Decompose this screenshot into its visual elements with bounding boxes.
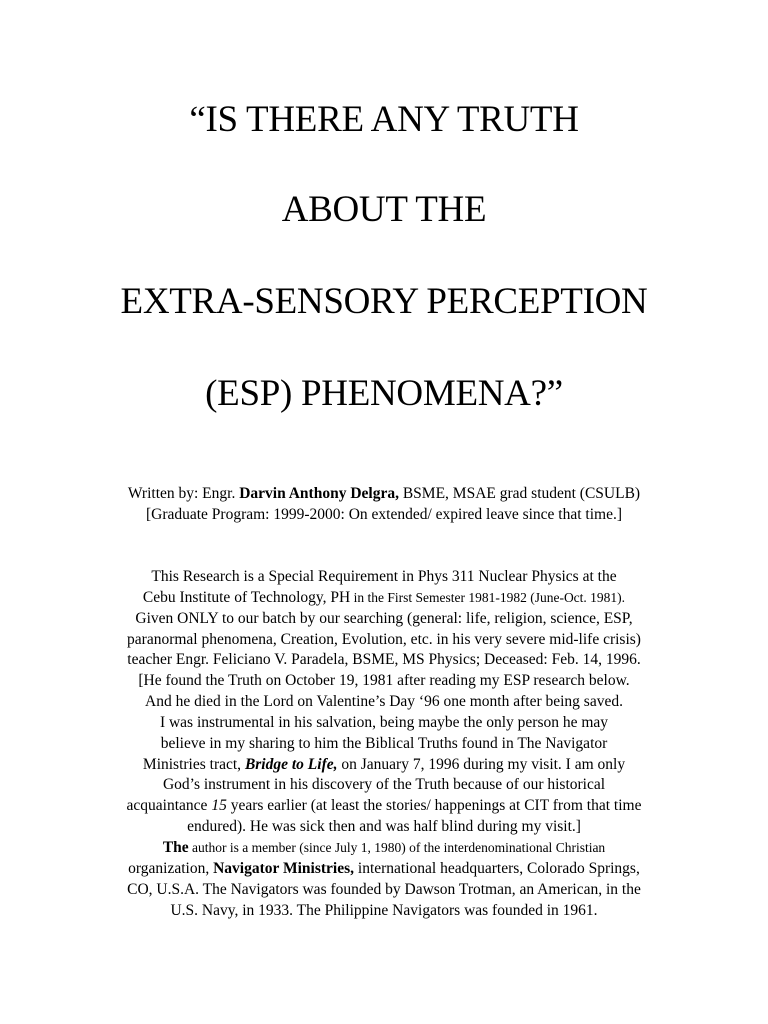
body-line: This Research is a Special Requirement in Phys 311 Nuclear Physics at the bbox=[151, 568, 617, 585]
title-line-3: EXTRA-SENSORY PERCEPTION bbox=[120, 281, 648, 322]
body-line: U.S. Navy, in 1933. The Philippine Navigators was founded in 1961. bbox=[170, 901, 598, 919]
title-line-1: “IS THERE ANY TRUTH bbox=[189, 99, 579, 140]
body-line: Given ONLY to our batch by our searching (general: life, religion, science, ESP, bbox=[135, 609, 633, 627]
body-text-span: The bbox=[162, 838, 189, 856]
body-line: [He found the Truth on October 19, 1981 after reading my ESP research below. bbox=[138, 672, 630, 690]
body-line bbox=[60, 588, 708, 609]
byline-line-2: [Graduate Program: 1999-2000: On extended/ expired leave since that time.] bbox=[145, 506, 623, 523]
title-line-4: (ESP) PHENOMENA?” bbox=[205, 373, 563, 414]
body-text-span: acquaintance bbox=[126, 797, 212, 815]
body-line bbox=[60, 755, 708, 776]
body-line bbox=[60, 859, 708, 880]
semester-text: in the First Semester 1981-1982 (June-Oct. 1981). bbox=[350, 589, 626, 605]
body-line: I was instrumental in his salvation, being maybe the only person he may bbox=[159, 713, 609, 731]
body-line: God’s instrument in his discovery of the Truth because of our historical bbox=[162, 776, 606, 794]
body-text-span: years earlier (at least the stories/ happenings at CIT from that time bbox=[226, 797, 642, 815]
body-text-span: organization, bbox=[128, 859, 214, 877]
organization-name: Navigator Ministries, bbox=[213, 859, 355, 877]
tract-title: Bridge to Life, bbox=[244, 755, 338, 773]
years-number: 15 bbox=[211, 797, 227, 815]
body-text-span: on January 7, 1996 during my visit. I am only bbox=[337, 755, 626, 773]
title-line-2: ABOUT THE bbox=[281, 189, 487, 230]
body-line bbox=[60, 838, 708, 859]
author-byline bbox=[0, 483, 768, 525]
body-line bbox=[60, 796, 708, 817]
school-name: Cebu Institute of Technology, PH bbox=[142, 588, 351, 606]
body-line: believe in my sharing to him the Biblical Truths found in The Navigator bbox=[160, 734, 608, 752]
body-paragraph bbox=[60, 567, 708, 921]
body-text-span: Ministries tract, bbox=[142, 755, 245, 773]
byline-line-1 bbox=[0, 483, 768, 504]
member-note: author is a member (since July 1, 1980) of the interdenominational Christian bbox=[188, 839, 606, 855]
body-line: endured). He was sick then and was half blind during my visit.] bbox=[187, 818, 581, 836]
byline-prefix: Written by: Engr. bbox=[127, 485, 240, 502]
body-line: teacher Engr. Feliciano V. Paradela, BSME, MS Physics; Deceased: Feb. 14, 1996. bbox=[127, 651, 641, 669]
body-line: CO, U.S.A. The Navigators was founded by Dawson Trotman, an American, in the bbox=[127, 880, 641, 898]
byline-credentials: BSME, MSAE grad student (CSULB) bbox=[398, 485, 641, 502]
body-line: And he died in the Lord on Valentine’s Day ‘96 one month after being saved. bbox=[145, 693, 623, 711]
author-name: Darvin Anthony Delgra, bbox=[239, 485, 399, 502]
body-line: paranormal phenomena, Creation, Evolution, etc. in his very severe mid-life crisis) bbox=[127, 630, 641, 648]
body-text-span: international headquarters, Colorado Springs, bbox=[354, 859, 640, 877]
